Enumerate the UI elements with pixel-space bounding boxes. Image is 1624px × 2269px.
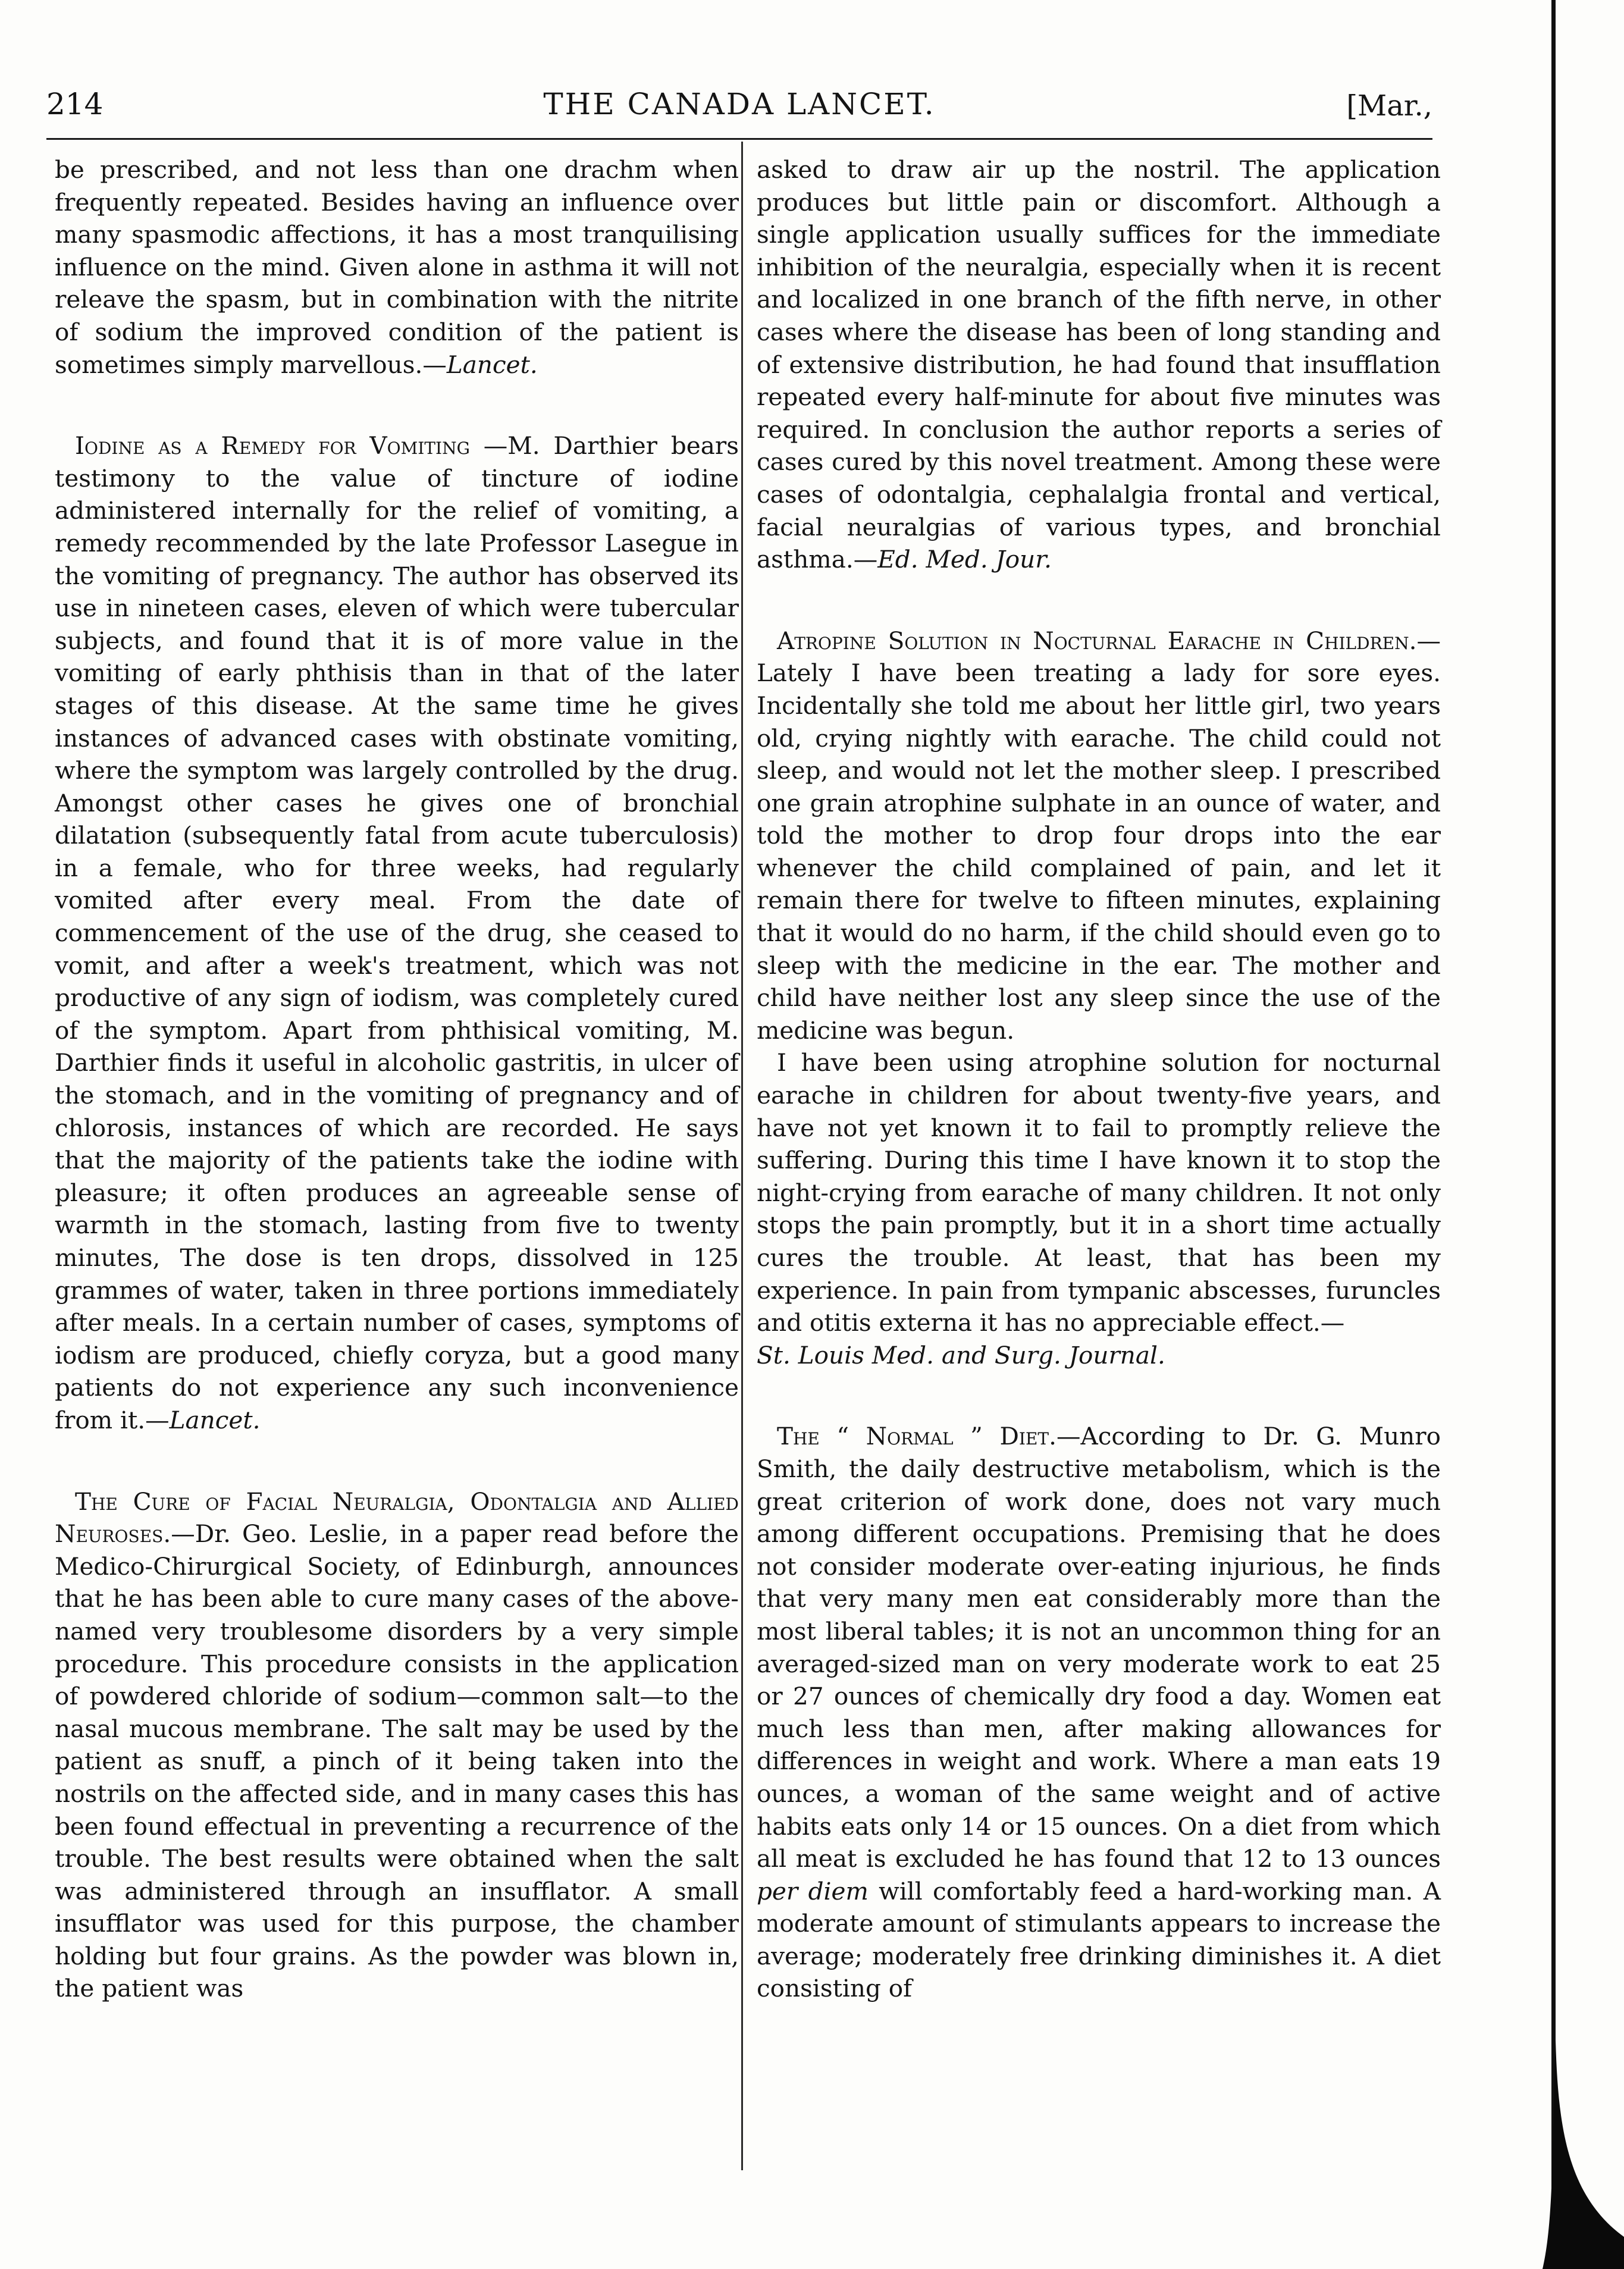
page-header (46, 87, 1432, 129)
article-source: Ed. Med. Jour. (877, 545, 1052, 574)
article-heading: The “ Normal ” Diet. (777, 1422, 1056, 1451)
article-body: —Lately I have been treating a lady for sore eyes. Incidentally she told me about her little girl, two years old, crying nightly with earache. The child could not sleep, and would not let the mother sleep. I prescribed one grain atrophine sulphate in an ounce of water, and told the mother to drop four drops into the ear whenever the child complained of pain, and let it remain there for twelve to fifteen minutes, explaining that it would do no harm, if the child should even go to sleep with the medicine in the ear. The mother and child have neither lost any sleep since the use of the medicine was begun. (757, 626, 1441, 1045)
article-normal-diet (757, 1420, 1441, 2005)
continued-article-text: be prescribed, and not less than one drachm when frequently repeated. Besides having an influence over many spasmodic affections, it has a most tranquilising influence on the mind. Given alone in asthma it will not releave the spasm, but in combination with the nitrite of sodium the improved condition of the patient is sometimes simply marvellous. (55, 155, 739, 379)
continued-article-paragraph: be prescribed, and not less than one drachm when frequently repeated. Besides having an influence over many spasmodic affections, it has a most tranquilising influence on the mind. Given alone in asthma it will not releave the spasm, but in combination with the nitrite of sodium the improved condition of the patient is sometimes simply marvellous.—Lancet. (55, 155, 739, 379)
column-divider (741, 142, 743, 2170)
running-title: THE CANADA LANCET. (543, 87, 936, 121)
emphasized-phrase: per diem (757, 1876, 869, 1906)
continued-article-paragraph: asked to draw air up the nostril. The application produces but little pain or discomfort. Although a single application usually suffices for the immediate inhibition of the neuralgia, especially when it is recent and localized in one branch of the fifth nerve, in other cases where the disease has been of long standing and of extensive distribution, he had found that insufflation repeated every half-minute for about five minutes was required. In conclusion the author reports a series of cases cured by this novel treatment. Among these were cases of odontalgia, cephalalgia frontal and vertical, facial neuralgias of various types, and bronchial asthma.—Ed. Med. Jour. (757, 155, 1441, 574)
article-iodine: Iodine as a Remedy for Vomiting —M. Darthier bears testimony to the value of tincture of iodine administered internally for the relief of vomiting, a remedy recommended by the late Professor Lasegue in the vomiting of pregnancy. The author has observed its use in nineteen cases, eleven of which were tubercular subjects, and found that it is of more value in the vomiting of early phthisis than in that of the later stages of this disease. At the same time he gives instances of advanced cases with obstinate vomiting, where the symptom was largely controlled by the drug. Amongst other cases he gives one of bronchial dilatation (subsequently fatal from acute tuberculosis) in a female, who for three weeks, had regularly vomited after every meal. From the date of commencement of the use of the drug, she ceased to vomit, and after a week's treatment, which was not productive of any sign of iodism, was completely cured of the symptom. Apart from phthisical vomiting, M. Darthier finds it useful in alcoholic gastritis, in ulcer of the stomach, and in the vomiting of pregnancy and of chlorosis, instances of which are recorded. He says that the majority of the patients take the iodine with pleasure; it often produces an agreeable sense of warmth in the stomach, lasting from five to twenty minutes, The dose is ten drops, dissolved in 125 grammes of water, taken in three portions immediately after meals. In a certain number of cases, symptoms of iodism are produced, chiefly coryza, but a good many patients do not experience any such inconvenience from it.—Lancet. (55, 431, 739, 1434)
article-body: I have been using atrophine solution for nocturnal earache in children for about twenty-five years, and have not yet known it to fail to promptly relieve the suffering. During this time I have known it to stop the night-crying from earache of many children. It not only stops the pain promptly, but it in a short time actually cures the trouble. At least, that has been my experience. In pain from tympanic abscesses, furuncles and otitis externa it has no appreciable effect.— (757, 1048, 1441, 1337)
right-column (757, 153, 1441, 2005)
article-source: Lancet. (169, 1405, 261, 1434)
left-column (55, 153, 739, 2005)
page-curl-shadow (1543, 2041, 1624, 2269)
article-heading: Iodine as a Remedy for Vomiting (75, 431, 470, 460)
article-spacer (55, 1437, 739, 1485)
article-atropine (757, 625, 1441, 1047)
issue-month: [Mar., (1346, 89, 1432, 123)
article-heading: The Cure of Facial Neuralgia, Odontalgia and Allied Neuroses. (55, 1487, 739, 1549)
article-spacer (55, 381, 739, 430)
page-number: 214 (46, 87, 104, 121)
article-facial-neuralgia (55, 1485, 739, 2005)
article-body: —According to Dr. G. Munro Smith, the daily destructive metabolism, which is the great criterion of work done, does not vary much among different occupations. Premising that he does not consider moderate over-eating injurious, he finds that very many men eat considerably more than the most liberal tables; it is not an uncommon thing for an averaged-sized man on very moderate work to eat 25 or 27 ounces of chemically dry food a day. Women eat much less than men, after making allowances for differences in weight and work. Where a man eats 19 ounces, a woman of the same weight and of active habits eats only 14 or 15 ounces. On a diet from which all meat is excluded he has found that 12 to 13 ounces (757, 1422, 1441, 1873)
article-body: —Dr. Geo. Leslie, in a paper read before the Medico-Chirurgical Society, of Edinburgh, announces that he has been able to cure many cases of the above-named very troublesome disorders by a very simple procedure. This procedure consists in the application of powdered chloride of sodium—common salt—to the nasal mucous membrane. The salt may be used by the patient as snuff, a pinch of it being taken into the nostrils on the affected side, and in many cases this has been found effectual in preventing a recurrence of the trouble. The best results were obtained when the salt was administered through an insufflator. A small insufflator was used for this purpose, the chamber holding but four grains. As the powder was blown in, the patient was (55, 1519, 739, 2003)
continued-article-text: asked to draw air up the nostril. The application produces but little pain or discomfort. Although a single application usually suffices for the immediate inhibition of the neuralgia, especially when it is recent and localized in one branch of the fifth nerve, in other cases where the disease has been of long standing and of extensive distribution, he had found that insufflation repeated every half-minute for about five minutes was required. In conclusion the author reports a series of cases cured by this novel treatment. Among these were cases of odontalgia, cephalalgia frontal and vertical, facial neuralgias of various types, and bronchial asthma. (757, 155, 1441, 574)
article-heading: Atropine Solution in Nocturnal Earache in Children. (777, 626, 1417, 655)
book-page-edge (1551, 0, 1556, 2269)
article-body: —M. Darthier bears testimony to the value of tincture of iodine administered internally for the relief of vomiting, a remedy recommended by the late Professor Lasegue in the vomiting of pregnancy. The author has observed its use in nineteen cases, eleven of which were tubercular subjects, and found that it is of more value in the vomiting of early phthisis than in that of the later stages of this disease. At the same time he gives instances of advanced cases with obstinate vomiting, where the symptom was largely controlled by the drug. Amongst other cases he gives one of bronchial dilatation (subsequently fatal from acute tuberculosis) in a female, who for three weeks, had regularly vomited after every meal. From the date of commencement of the use of the drug, she ceased to vomit, and after a week's treatment, which was not productive of any sign of iodism, was completely cured of the symptom. Apart from phthisical vomiting, M. Darthier finds it useful in alcoholic gastritis, in ulcer of the stomach, and in the vomiting of pregnancy and of chlorosis, instances of which are recorded. He says that the majority of the patients take the iodine with pleasure; it often produces an agreeable sense of warmth in the stomach, lasting from five to twenty minutes, The dose is ten drops, dissolved in 125 grammes of water, taken in three portions immediately after meals. In a certain number of cases, symptoms of iodism are produced, chiefly coryza, but a good many patients do not experience any such inconvenience from it. (55, 431, 739, 1434)
article-spacer (757, 576, 1441, 625)
header-rule (46, 138, 1432, 140)
article-atropine-paragraph-2 (757, 1046, 1441, 1371)
article-source: St. Louis Med. and Surg. Journal. (757, 1340, 1165, 1369)
article-source: Lancet. (446, 350, 538, 379)
article-spacer (757, 1371, 1441, 1420)
article-body: will comfortably feed a hard-working man. A moderate amount of stimulants appears to increase the average; moderately free drinking diminishes it. A diet consisting of (757, 1876, 1441, 2003)
